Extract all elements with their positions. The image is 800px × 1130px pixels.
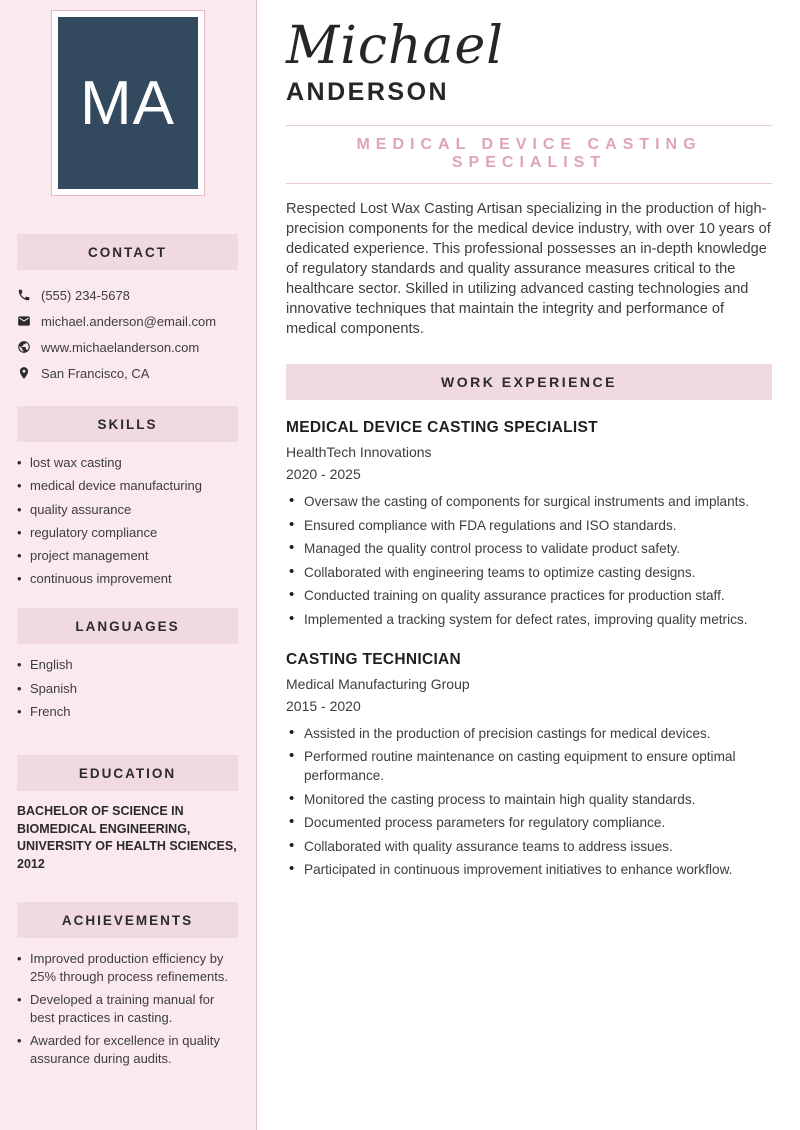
contact-item-email [17,308,238,334]
languages-section-header: LANGUAGES [17,608,238,644]
email-icon [17,314,31,328]
job-entry-1 [286,419,772,629]
job-bullets [286,724,772,880]
avatar [51,10,205,196]
contact-item-location [17,360,238,386]
job-dates: 2015 - 2020 [286,697,361,714]
job-bullet: • Collaborated with engineering teams to optimize casting designs. [286,563,772,582]
skills-section-header: SKILLS [17,406,238,442]
job-title: CASTING TECHNICIAN [286,650,462,668]
headline-rule-bottom [286,183,772,184]
skill-item: • quality assurance [17,501,238,519]
job-dates: 2020 - 2025 [286,466,361,482]
contact-list [17,282,238,386]
headline-job-title: MEDICAL DEVICE CASTING SPECIALIST [356,136,702,171]
job-company: HealthTech Innovations [286,444,432,460]
job-bullet: • Collaborated with quality assurance teams to address issues. [286,837,772,856]
first-name: Michael [286,16,504,76]
contact-location-text: San Francisco, CA [41,365,150,381]
skill-item: • continuous improvement [17,570,238,588]
achievement-item: • Awarded for excellence in quality assurance during audits. [17,1032,238,1068]
job-bullet: • Ensured compliance with FDA regulations and ISO standards. [286,516,772,535]
job-title: MEDICAL DEVICE CASTING SPECIALIST [286,419,598,436]
contact-phone-text: (555) 234-5678 [41,287,130,303]
language-item: • English [17,656,238,674]
language-item: • Spanish [17,680,238,698]
phone-icon [17,288,31,302]
contact-item-phone [17,282,238,308]
language-item: • French [17,703,238,721]
job-bullets [286,492,772,629]
contact-email-text: michael.anderson@email.com [41,313,217,329]
contact-section-header: CONTACT [17,234,238,270]
job-bullet: • Managed the quality control process to validate product safety. [286,539,772,558]
skill-item: • project management [17,547,238,565]
achievement-item: • Developed a training manual for best practices in casting. [17,991,238,1027]
skill-item: • medical device manufacturing [17,477,238,495]
job-bullet: • Oversaw the casting of components for surgical instruments and implants. [286,492,772,511]
globe-icon [17,340,31,354]
location-icon [17,366,31,380]
achievements-section-header: ACHIEVEMENTS [17,902,238,938]
job-bullet: • Conducted training on quality assurance practices for production staff. [286,586,772,605]
job-entry-2 [286,651,772,880]
education-text: BACHELOR OF SCIENCE IN BIOMEDICAL ENGINEERING, UNIVERSITY OF HEALTH SCIENCES, 2012 [17,804,237,871]
last-name: ANDERSON [286,78,450,106]
skill-item: • regulatory compliance [17,524,238,542]
skills-list [17,454,238,588]
summary-text: Respected Lost Wax Casting Artisan specializing in the production of high-precision components for the medical device industry, with over 10 years of dedicated experience. This professional possesses an in-depth knowledge of regulatory standards and quality assurance measures critical to the healthcare sector. Skilled in utilizing advanced casting technologies and innovative techniques that maintain the integrity and performance of medical components. [286,201,771,337]
job-bullet: • Participated in continuous improvement initiatives to enhance workflow. [286,860,772,879]
job-bullet: • Monitored the casting process to maintain high quality standards. [286,790,772,809]
skill-item: • lost wax casting [17,454,238,472]
job-bullet: • Performed routine maintenance on casting equipment to ensure optimal performance. [286,747,772,785]
job-bullet: • Documented process parameters for regulatory compliance. [286,813,772,832]
job-bullet: • Implemented a tracking system for defect rates, improving quality metrics. [286,610,772,629]
languages-list [17,656,238,721]
contact-item-website [17,334,238,360]
main-content [257,0,800,1130]
avatar-initials: MA [80,68,175,138]
avatar-background [58,17,198,189]
education-section-header: EDUCATION [17,755,238,791]
contact-website-text: www.michaelanderson.com [41,339,200,355]
achievements-list [17,950,238,1068]
work-experience-header: WORK EXPERIENCE [286,364,772,400]
job-company: Medical Manufacturing Group [286,675,470,692]
achievement-item: • Improved production efficiency by 25% through process refinements. [17,950,238,986]
sidebar [0,0,257,1130]
job-bullet: • Assisted in the production of precision castings for medical devices. [286,724,772,743]
